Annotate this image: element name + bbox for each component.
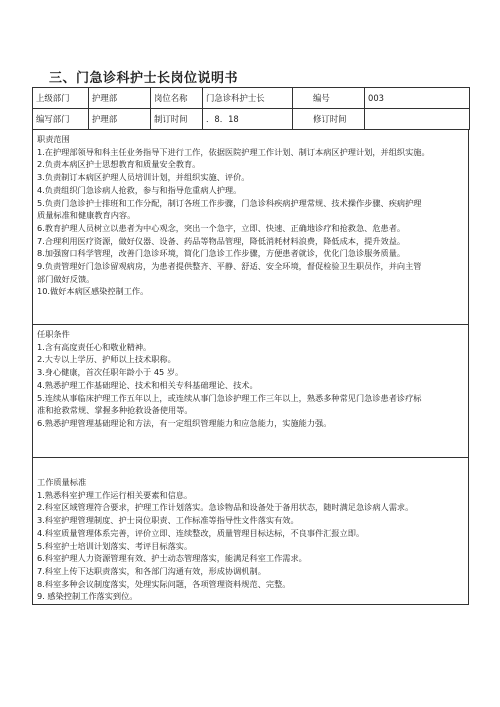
label-revised-date: 修订时间 bbox=[293, 109, 365, 130]
page-title: 三、门急诊科护士长岗位说明书 bbox=[49, 71, 239, 86]
header-row-1 bbox=[33, 88, 470, 109]
value-position-name: 门急诊科护士长 bbox=[203, 88, 293, 109]
list-item: 5.科室护士培训计划落实、考评目标落实。 bbox=[37, 540, 193, 551]
list-item: 8.加强窗口科学管理，改善门急诊环境，简化门急诊工作步骤，方便患者就诊，优化门急诊服务质量。 bbox=[37, 248, 406, 259]
list-item: 4.熟悉护理工作基础理论、技术和相关专科基础理论、技术。 bbox=[37, 379, 258, 390]
list-item: 9.负责管理好门急诊留观病房，为患者提供整齐、平静、舒适、安全环境，督促检验卫生职员作，并向主管 bbox=[37, 261, 422, 272]
list-item: 2.大专以上学历、护师以上技术职称。 bbox=[37, 354, 176, 365]
label-created-date: 制订时间 bbox=[151, 109, 203, 130]
duties-section bbox=[37, 133, 467, 298]
label-position-name: 岗位名称 bbox=[151, 88, 203, 109]
value-created-date: ．8．18 bbox=[203, 109, 293, 130]
value-superior-dept: 护理部 bbox=[89, 88, 151, 109]
value-revised-date bbox=[365, 109, 470, 130]
value-number: 003 bbox=[365, 88, 470, 109]
list-item: 部门做好反馈。 bbox=[37, 273, 95, 284]
list-item: 7.合理利用医疗资源，做好仪器、设备、药品等物品管理，降低消耗材料浪费，降低成本，提升效益。 bbox=[37, 235, 406, 246]
list-item: 6.科室护理人力资源管理有效、护士动态管理落实，能满足科室工作需求。 bbox=[37, 553, 307, 564]
list-item: 3.身心健康，首次任职年龄小于 45 岁。 bbox=[37, 367, 184, 378]
header-row-2 bbox=[33, 109, 470, 130]
list-item: 1.熟悉科室护理工作运行相关要素和信息。 bbox=[37, 489, 193, 500]
list-item: 7.科室上传下达职责落实，和各部门沟通有效，形成协调机制。 bbox=[37, 565, 266, 576]
list-item: 8.科室多种会议制度落实，处理实际问题，各项管理资料规范、完整。 bbox=[37, 578, 291, 589]
list-item: 6.教育护理人员树立以患者为中心观念，突出一个急字，立即、快速、正确地诊疗和抢救急、危患者。 bbox=[37, 222, 406, 233]
list-item: 4.负责组织门急诊病人抢救，参与和指导危重病人护理。 bbox=[37, 184, 242, 195]
list-item: 1.含有高度责任心和敬业精神。 bbox=[37, 341, 152, 352]
list-item: 2.科室区域管理符合要求，护理工作计划落实。急诊物品和设备处于备用状态，随时满足急诊病人需求。 bbox=[37, 502, 414, 513]
list-item: 5.连续从事临床护理工作五年以上，或连续从事门急诊护理工作三年以上，熟悉多种常见门急诊患者诊疗标 bbox=[37, 392, 422, 403]
qualifications-heading: 任职条件 bbox=[37, 329, 70, 339]
section-divider bbox=[33, 457, 468, 458]
job-description-body bbox=[32, 130, 469, 605]
list-item: 3.负责制订本病区护理人员培训计划，并组织实施、评价。 bbox=[37, 172, 250, 183]
list-item: 1.在护理部领导和科主任业务指导下进行工作，依据医院护理工作计划、制订本病区护理计划，并组织实施。 bbox=[37, 146, 430, 157]
duties-heading: 职责范围 bbox=[37, 134, 70, 144]
list-item: 4.科室质量管理体系完善，评价立即、连续整改，质量管理目标达标，不良事件汇报立即。 bbox=[37, 527, 365, 538]
qualifications-section bbox=[37, 328, 467, 430]
quality-section bbox=[37, 476, 467, 603]
list-item: 3.科室护理管理制度、护士岗位职责、工作标准等指导性文件落实有效。 bbox=[37, 515, 299, 526]
quality-heading: 工作质量标准 bbox=[37, 477, 87, 487]
list-item: 9. 感染控制工作落实到位。 bbox=[37, 591, 138, 602]
list-item: 质量标准和健康教育内容。 bbox=[37, 210, 136, 221]
label-superior-dept: 上级部门 bbox=[33, 88, 89, 109]
list-item: 2.负责本病区护士思想教育和质量安全教育。 bbox=[37, 159, 201, 170]
list-item: 10.做好本病区感染控制工作。 bbox=[37, 286, 149, 297]
label-number: 编号 bbox=[293, 88, 365, 109]
header-table bbox=[32, 87, 470, 130]
section-divider bbox=[33, 324, 468, 325]
label-writing-dept: 编写部门 bbox=[33, 109, 89, 130]
list-item: 6.熟悉护理管理基础理论和方法，有一定组织管理能力和应急能力，实施能力强。 bbox=[37, 417, 332, 428]
value-writing-dept: 护理部 bbox=[89, 109, 151, 130]
list-item: 5.负责门急诊护士排班和工作分配，制订各班工作步骤，门急诊科疾病护理常规、技术操作步骤、疾病护理 bbox=[37, 197, 422, 208]
list-item: 准和抢救常规、掌握多种抢救设备使用等。 bbox=[37, 405, 193, 416]
